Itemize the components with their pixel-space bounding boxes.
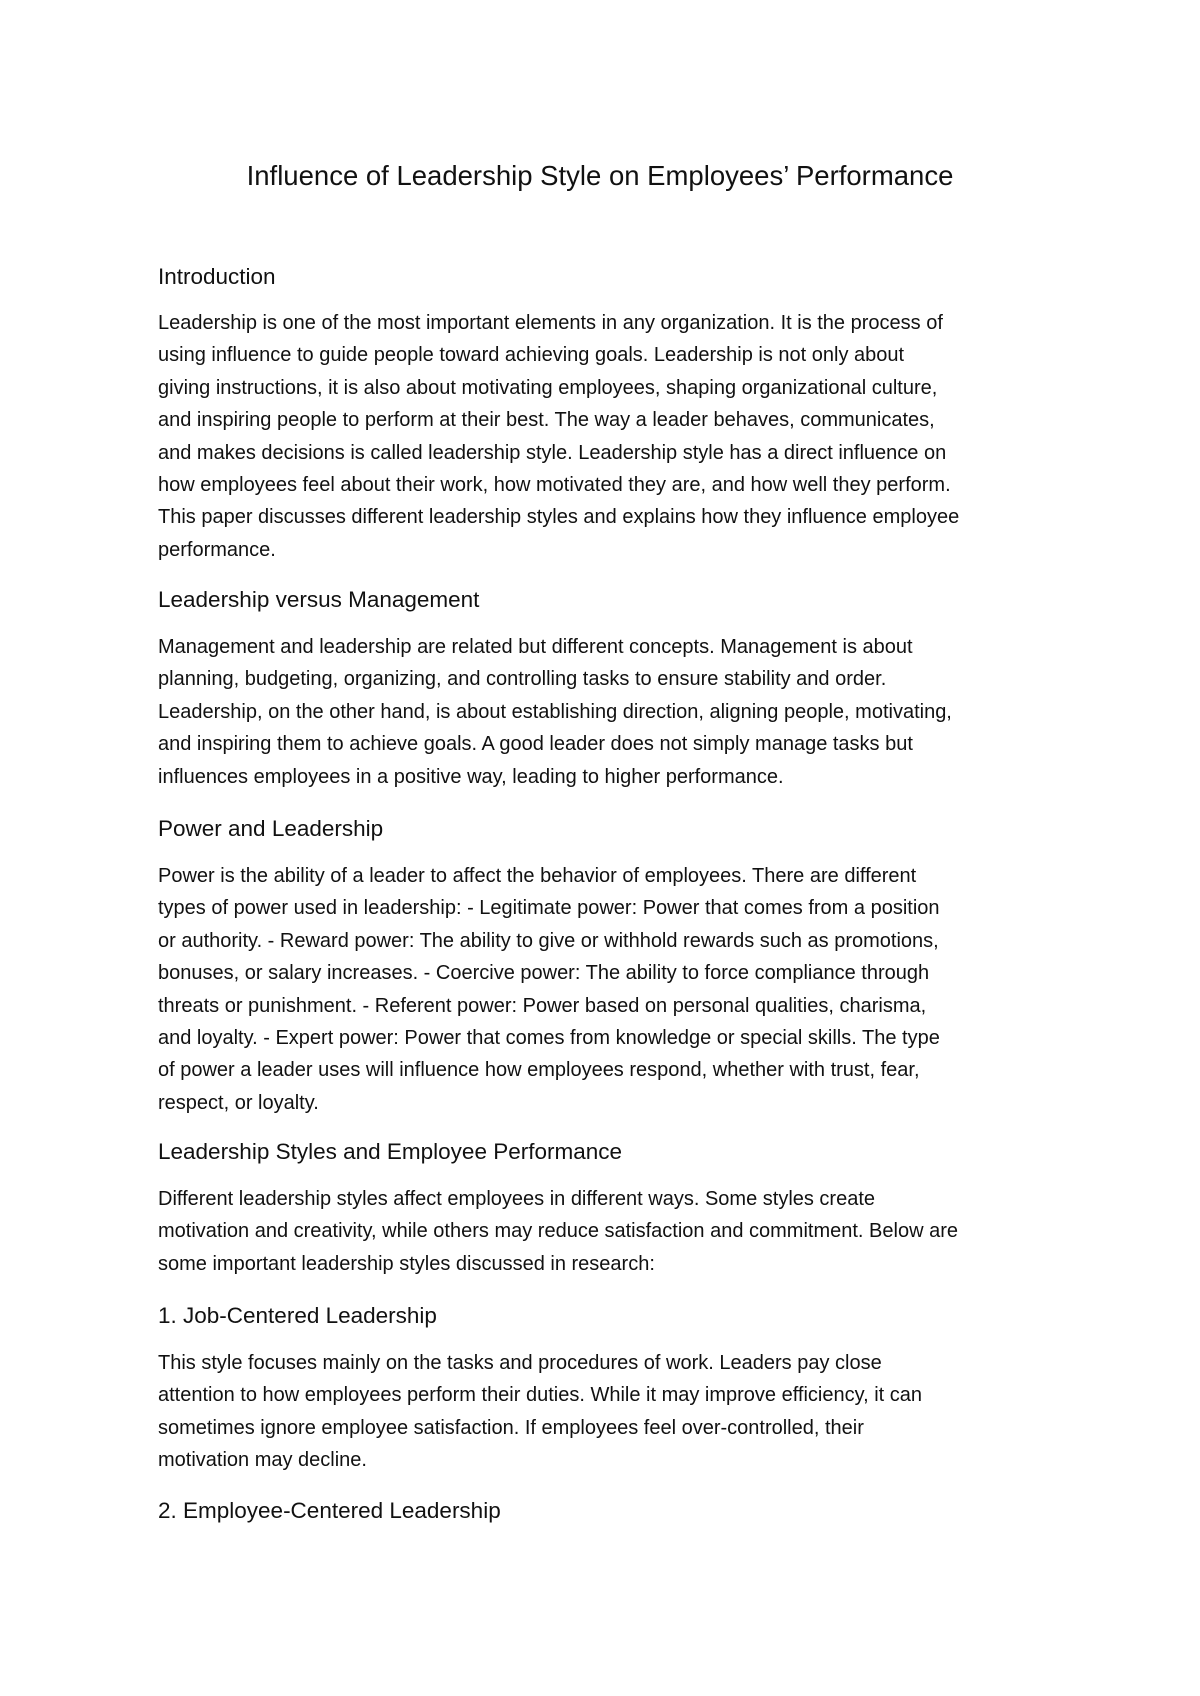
section-heading-employee-centered-leadership: 2. Employee-Centered Leadership xyxy=(158,1498,501,1523)
text-line: This paper discusses different leadership styles and explains how they influence employee xyxy=(158,506,960,529)
text-line: and makes decisions is called leadership style. Leadership style has a direct influence on xyxy=(158,441,947,464)
text-line: motivation and creativity, while others may reduce satisfaction and commitment. Below are xyxy=(158,1220,958,1243)
paragraph-job-centered-leadership xyxy=(158,1347,1058,1477)
section-heading-introduction: Introduction xyxy=(158,264,276,289)
text-line: some important leadership styles discussed in research: xyxy=(158,1252,655,1275)
paragraph-leadership-vs-management xyxy=(158,631,1058,793)
text-line: Different leadership styles affect employees in different ways. Some styles create xyxy=(158,1188,876,1210)
document-title: Influence of Leadership Style on Employees’ Performance xyxy=(246,160,954,191)
text-line: or authority. - Reward power: The ability to give or withhold rewards such as promotions, xyxy=(158,929,939,952)
text-line: attention to how employees perform their duties. While it may improve efficiency, it can xyxy=(158,1384,923,1407)
text-line: of power a leader uses will influence how employees respond, whether with trust, fear, xyxy=(158,1059,920,1082)
text-line: respect, or loyalty. xyxy=(158,1091,319,1114)
text-line: giving instructions, it is also about motivating employees, shaping organizational culture, xyxy=(158,376,938,399)
text-line: and inspiring them to achieve goals. A good leader does not simply manage tasks but xyxy=(158,733,913,756)
text-line: and inspiring people to perform at their best. The way a leader behaves, communicates, xyxy=(158,409,935,432)
section-heading-job-centered-leadership: 1. Job-Centered Leadership xyxy=(158,1303,437,1328)
paragraph-leadership-styles xyxy=(158,1183,1058,1280)
text-line: how employees feel about their work, how motivated they are, and how well they perform. xyxy=(158,474,951,497)
text-line: Leadership is one of the most important elements in any organization. It is the process of xyxy=(158,312,943,334)
section-heading-leadership-styles: Leadership Styles and Employee Performance xyxy=(158,1139,623,1164)
section-heading-power-and-leadership: Power and Leadership xyxy=(158,816,384,841)
text-line: threats or punishment. - Referent power: Power based on personal qualities, charisma, xyxy=(158,994,927,1017)
paragraph-introduction xyxy=(158,307,1058,566)
text-line: sometimes ignore employee satisfaction. If employees feel over-controlled, their xyxy=(158,1416,864,1439)
text-line: This style focuses mainly on the tasks and procedures of work. Leaders pay close xyxy=(158,1352,882,1374)
text-line: performance. xyxy=(158,538,276,561)
text-line: planning, budgeting, organizing, and controlling tasks to ensure stability and order. xyxy=(158,668,887,691)
paragraph-power-and-leadership xyxy=(158,860,1058,1119)
text-line: bonuses, or salary increases. - Coercive power: The ability to force compliance through xyxy=(158,962,930,985)
text-line: types of power used in leadership: - Legitimate power: Power that comes from a position xyxy=(158,897,940,920)
text-line: Management and leadership are related but different concepts. Management is about xyxy=(158,636,913,658)
text-line: using influence to guide people toward achieving goals. Leadership is not only about xyxy=(158,344,905,367)
text-line: motivation may decline. xyxy=(158,1449,367,1472)
text-line: Leadership, on the other hand, is about establishing direction, aligning people, motivating, xyxy=(158,700,952,723)
section-heading-leadership-vs-management: Leadership versus Management xyxy=(158,587,480,612)
text-line: and loyalty. - Expert power: Power that comes from knowledge or special skills. The type xyxy=(158,1027,940,1050)
text-line: Power is the ability of a leader to affect the behavior of employees. There are different xyxy=(158,865,917,887)
text-line: influences employees in a positive way, leading to higher performance. xyxy=(158,765,784,788)
